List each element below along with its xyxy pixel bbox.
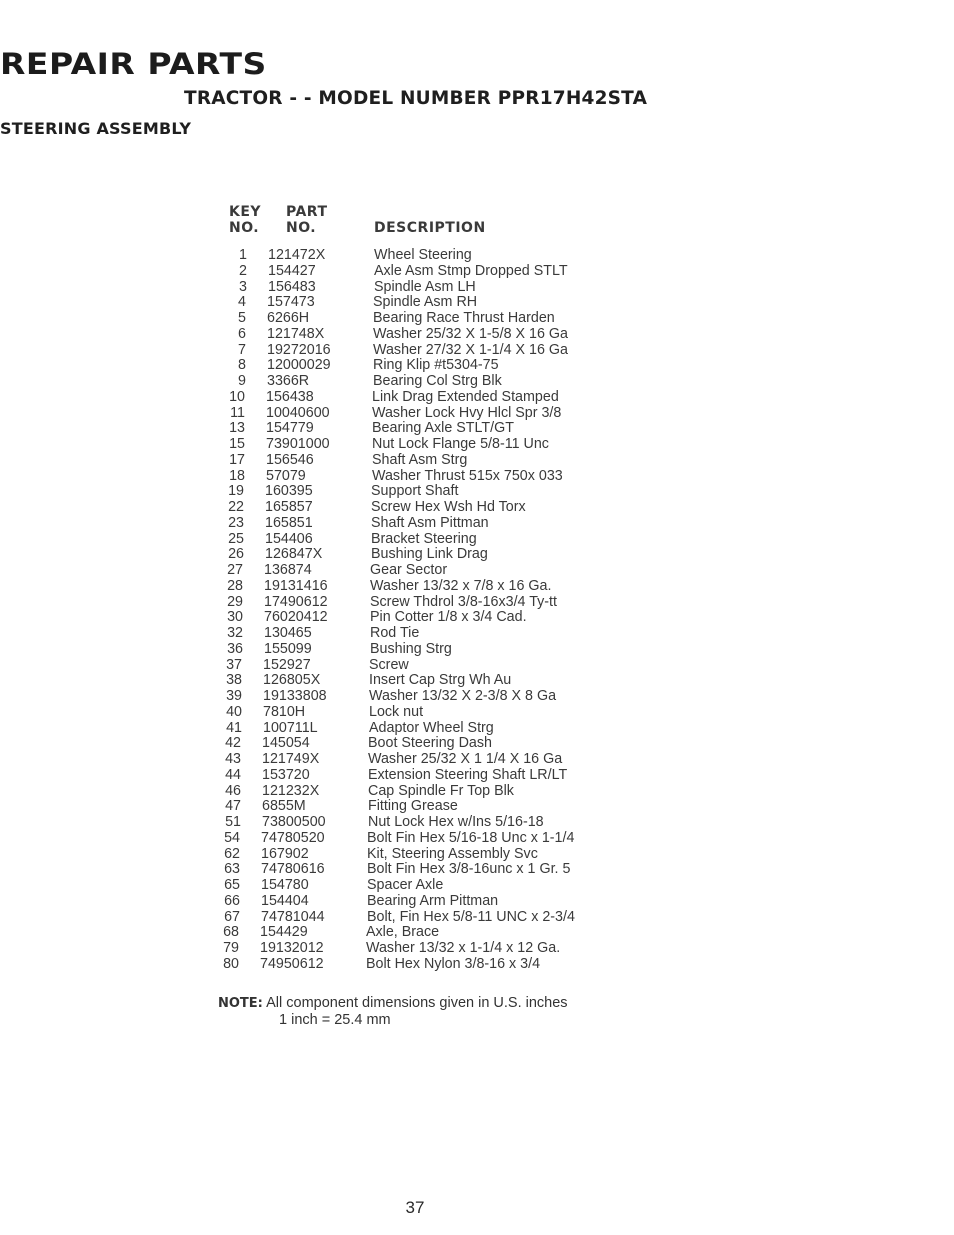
- key-cell: 65: [224, 877, 240, 893]
- table-row: [218, 957, 638, 973]
- part-number-cell: 10040600: [266, 404, 330, 421]
- table-row: [218, 374, 638, 390]
- table-row: [218, 327, 638, 343]
- key-cell: 38: [226, 672, 242, 689]
- model-subtitle: TRACTOR - - MODEL NUMBER PPR17H42STA: [184, 88, 648, 109]
- description-header: DESCRIPTION: [374, 220, 486, 236]
- description-cell: Cap Spindle Fr Top Blk: [368, 782, 514, 799]
- table-row: [218, 311, 638, 327]
- part-number-cell: 167902: [261, 845, 309, 862]
- description-cell: Link Drag Extended Stamped: [372, 388, 559, 405]
- key-cell: 26: [228, 546, 244, 563]
- part-number-cell: 154779: [266, 420, 314, 437]
- description-cell: Spindle Asm LH: [374, 278, 476, 295]
- key-cell: 43: [225, 751, 241, 767]
- part-number-cell: 76020412: [264, 609, 328, 626]
- table-row: [218, 500, 638, 516]
- part-number-cell: 154429: [260, 924, 308, 941]
- part-header-line2: NO.: [286, 220, 317, 236]
- part-number-cell: 156483: [268, 278, 316, 295]
- key-cell: 80: [223, 955, 239, 972]
- key-cell: 67: [224, 908, 240, 925]
- table-row: [218, 689, 638, 705]
- part-number-cell: 165851: [265, 514, 313, 531]
- description-cell: Washer 27/32 X 1-1/4 X 16 Ga: [373, 341, 568, 358]
- table-row: [218, 579, 638, 595]
- table-row: [218, 484, 638, 500]
- description-cell: Gear Sector: [370, 562, 448, 578]
- key-cell: 44: [225, 766, 241, 783]
- key-cell: 37: [226, 656, 242, 673]
- table-row: [218, 516, 638, 532]
- table-row: [218, 406, 638, 422]
- key-cell: 18: [229, 467, 245, 484]
- table-row: [218, 799, 638, 815]
- description-cell: Spacer Axle: [367, 877, 444, 893]
- part-header-line1: PART: [286, 204, 328, 220]
- part-number-cell: 6855M: [262, 798, 306, 815]
- table-row: [218, 768, 638, 784]
- section-heading: STEERING ASSEMBLY: [0, 119, 192, 138]
- description-cell: Bolt Fin Hex 5/16-18 Unc x 1-1/4: [367, 829, 575, 846]
- part-number-cell: 73800500: [262, 814, 326, 830]
- key-cell: 10: [229, 388, 245, 405]
- description-cell: Fitting Grease: [368, 798, 458, 815]
- description-cell: Axle, Brace: [366, 924, 440, 941]
- table-row: [218, 862, 638, 878]
- table-row: [218, 547, 638, 563]
- table-row: [218, 390, 638, 406]
- key-header-line1: KEY: [229, 204, 262, 220]
- table-row: [218, 295, 638, 311]
- key-cell: 19: [228, 483, 244, 500]
- table-row: [218, 831, 638, 847]
- part-number-cell: 152927: [263, 656, 311, 673]
- key-cell: 3: [239, 278, 247, 295]
- key-cell: 46: [225, 782, 241, 799]
- part-number-cell: 154427: [268, 262, 316, 279]
- description-cell: Lock nut: [369, 703, 424, 720]
- table-row: [218, 752, 638, 768]
- key-cell: 2: [239, 262, 247, 279]
- description-cell: Washer Thrust 515x 750x 033: [372, 467, 563, 484]
- key-cell: 22: [228, 499, 244, 515]
- key-cell: 30: [227, 609, 243, 626]
- key-cell: 47: [225, 798, 241, 815]
- table-row: [218, 280, 638, 296]
- table-row: [218, 815, 638, 831]
- description-cell: Washer 25/32 X 1 1/4 X 16 Ga: [368, 751, 563, 767]
- key-cell: 15: [229, 436, 245, 452]
- table-row: [218, 358, 638, 374]
- table-row: [218, 248, 638, 264]
- key-cell: 6: [238, 325, 246, 342]
- key-cell: 28: [227, 577, 243, 594]
- description-cell: Bearing Axle STLT/GT: [372, 420, 514, 437]
- note-conversion: 1 inch = 25.4 mm: [279, 1012, 391, 1028]
- key-cell: 66: [224, 892, 240, 909]
- table-row: [218, 910, 638, 926]
- table-row: [218, 673, 638, 689]
- table-row: [218, 925, 638, 941]
- description-cell: Bushing Strg: [370, 640, 452, 657]
- description-cell: Axle Asm Stmp Dropped STLT: [374, 262, 568, 279]
- part-number-cell: 160395: [265, 483, 313, 500]
- table-row: [218, 343, 638, 359]
- key-cell: 7: [238, 341, 246, 358]
- description-cell: Nut Lock Hex w/Ins 5/16-18: [368, 814, 544, 830]
- part-number-cell: 74950612: [260, 955, 324, 972]
- description-cell: Kit, Steering Assembly Svc: [367, 845, 538, 862]
- key-cell: 32: [227, 625, 243, 641]
- key-cell: 62: [224, 845, 240, 862]
- part-number-cell: 130465: [264, 625, 312, 641]
- table-row: [218, 705, 638, 721]
- table-row: [218, 264, 638, 280]
- description-cell: Screw Thdrol 3/8-16x3/4 Ty-tt: [370, 593, 558, 610]
- table-row: [218, 784, 638, 800]
- table-row: [218, 595, 638, 611]
- table-row: [218, 469, 638, 485]
- description-cell: Shaft Asm Strg: [372, 451, 468, 468]
- table-row: [218, 532, 638, 548]
- description-cell: Bushing Link Drag: [371, 546, 488, 563]
- key-cell: 9: [238, 373, 246, 389]
- part-number-cell: 126847X: [265, 546, 323, 563]
- table-row: [218, 626, 638, 642]
- part-number-cell: 121749X: [262, 751, 320, 767]
- key-cell: 39: [226, 688, 242, 704]
- parts-list: [218, 248, 638, 973]
- part-number-cell: 17490612: [264, 593, 328, 610]
- part-number-cell: 74780520: [261, 829, 325, 846]
- part-number-cell: 153720: [262, 766, 310, 783]
- table-row: [218, 878, 638, 894]
- key-cell: 25: [228, 530, 244, 547]
- table-row: [218, 658, 638, 674]
- table-row: [218, 437, 638, 453]
- description-cell: Bolt Fin Hex 3/8-16unc x 1 Gr. 5: [367, 861, 571, 878]
- description-cell: Ring Klip #t5304-75: [373, 357, 499, 374]
- key-cell: 40: [226, 703, 242, 720]
- key-cell: 68: [223, 924, 239, 941]
- part-number-cell: 155099: [264, 640, 312, 657]
- description-cell: Nut Lock Flange 5/8-11 Unc: [372, 436, 549, 452]
- page-title: REPAIR PARTS: [0, 46, 267, 82]
- note-label: NOTE:: [218, 996, 263, 1011]
- key-cell: 27: [227, 562, 243, 578]
- part-number-cell: 19131416: [264, 577, 328, 594]
- table-row: [218, 453, 638, 469]
- note-block: [218, 995, 568, 1028]
- table-row: [218, 894, 638, 910]
- description-cell: Insert Cap Strg Wh Au: [369, 672, 512, 689]
- part-number-cell: 145054: [262, 735, 310, 752]
- description-cell: Screw: [369, 656, 409, 673]
- note-text: All component dimensions given in U.S. inches: [266, 995, 568, 1011]
- part-number-cell: 6266H: [267, 310, 310, 326]
- description-cell: Washer 13/32 x 7/8 x 16 Ga.: [370, 577, 552, 594]
- part-number-cell: 57079: [266, 467, 306, 484]
- description-cell: Extension Steering Shaft LR/LT: [368, 766, 568, 783]
- table-row: [218, 847, 638, 863]
- page-number: 37: [405, 1198, 425, 1217]
- key-cell: 41: [226, 719, 242, 736]
- part-number-cell: 126805X: [263, 672, 321, 689]
- key-cell: 11: [230, 404, 245, 421]
- key-cell: 23: [228, 514, 244, 531]
- part-number-cell: 3366R: [267, 373, 310, 389]
- key-cell: 5: [238, 310, 246, 326]
- part-number-cell: 100711L: [263, 719, 318, 736]
- key-cell: 54: [224, 829, 240, 846]
- description-cell: Washer Lock Hvy Hlcl Spr 3/8: [372, 404, 562, 421]
- table-row: [218, 610, 638, 626]
- description-cell: Wheel Steering: [374, 247, 472, 263]
- key-cell: 17: [229, 451, 245, 468]
- description-cell: Pin Cotter 1/8 x 3/4 Cad.: [370, 609, 527, 626]
- description-cell: Washer 25/32 X 1-5/8 X 16 Ga: [373, 325, 568, 342]
- part-number-cell: 136874: [264, 562, 312, 578]
- key-cell: 42: [225, 735, 241, 752]
- part-number-cell: 154404: [261, 892, 309, 909]
- part-number-cell: 19133808: [263, 688, 327, 704]
- key-cell: 36: [227, 640, 243, 657]
- description-cell: Bearing Arm Pittman: [367, 892, 499, 909]
- description-cell: Washer 13/32 x 1-1/4 x 12 Ga.: [366, 940, 561, 956]
- key-cell: 13: [229, 420, 245, 437]
- description-cell: Bearing Race Thrust Harden: [373, 310, 555, 326]
- part-number-cell: 19132012: [260, 940, 324, 956]
- part-number-cell: 121472X: [268, 247, 326, 263]
- description-cell: Support Shaft: [371, 483, 459, 500]
- part-number-cell: 19272016: [267, 341, 331, 358]
- part-number-cell: 165857: [265, 499, 313, 515]
- key-cell: 8: [238, 357, 246, 374]
- description-cell: Shaft Asm Pittman: [371, 514, 489, 531]
- table-row: [218, 642, 638, 658]
- part-number-cell: 12000029: [267, 357, 331, 374]
- part-number-cell: 156546: [266, 451, 314, 468]
- table-row: [218, 736, 638, 752]
- table-row: [218, 721, 638, 737]
- part-number-cell: 121748X: [267, 325, 325, 342]
- key-cell: 51: [225, 814, 241, 830]
- key-header-line2: NO.: [229, 220, 260, 236]
- part-number-cell: 121232X: [262, 782, 320, 799]
- key-cell: 29: [227, 593, 243, 610]
- description-cell: Bolt Hex Nylon 3/8-16 x 3/4: [366, 955, 541, 972]
- description-cell: Screw Hex Wsh Hd Torx: [371, 499, 526, 515]
- part-number-cell: 7810H: [263, 703, 306, 720]
- description-cell: Boot Steering Dash: [368, 735, 492, 752]
- part-number-cell: 73901000: [266, 436, 330, 452]
- part-number-cell: 157473: [267, 294, 315, 311]
- part-number-cell: 154780: [261, 877, 309, 893]
- table-row: [218, 421, 638, 437]
- key-cell: 79: [223, 940, 239, 956]
- part-number-cell: 74781044: [261, 908, 325, 925]
- description-cell: Adaptor Wheel Strg: [369, 719, 494, 736]
- description-cell: Washer 13/32 X 2-3/8 X 8 Ga: [369, 688, 557, 704]
- description-cell: Spindle Asm RH: [373, 294, 478, 311]
- description-cell: Bearing Col Strg Blk: [373, 373, 502, 389]
- table-row: [218, 941, 638, 957]
- key-cell: 4: [238, 294, 246, 311]
- part-number-cell: 156438: [266, 388, 314, 405]
- part-number-cell: 154406: [265, 530, 313, 547]
- description-cell: Bolt, Fin Hex 5/8-11 UNC x 2-3/4: [367, 908, 575, 925]
- part-number-cell: 74780616: [261, 861, 325, 878]
- description-cell: Rod Tie: [370, 625, 420, 641]
- key-cell: 63: [224, 861, 240, 878]
- key-cell: 1: [239, 247, 247, 263]
- description-cell: Bracket Steering: [371, 530, 477, 547]
- table-row: [218, 563, 638, 579]
